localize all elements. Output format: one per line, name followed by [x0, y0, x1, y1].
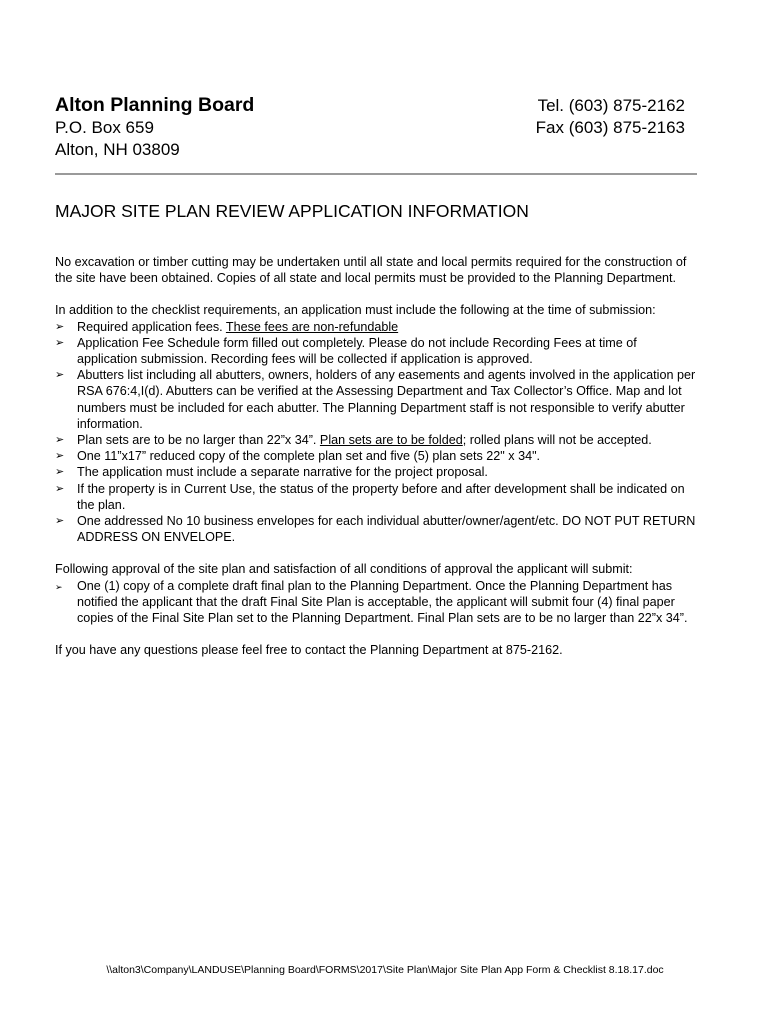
footer-file-path: \\alton3\Company\LANDUSE\Planning Board\FORMS\2017\Site Plan\Major Site Plan App Form & Checklist 8.18.17.doc — [106, 964, 664, 976]
header-address-block — [55, 94, 254, 161]
arrow-bullet-icon: ➢ — [55, 434, 65, 447]
fax: Fax (603) 875-2163 — [535, 118, 685, 137]
item-text: One addressed No 10 business envelopes for each individual abutter/owner/agent/etc. DO NOT PUT RETURN ADDRESS ON ENVELOPE. — [77, 514, 696, 545]
approval-intro: Following approval of the site plan and satisfaction of all conditions of approval the applicant will submit: — [55, 562, 633, 577]
arrow-bullet-icon: ➢ — [55, 450, 65, 463]
intro-paragraph: No excavation or timber cutting may be undertaken until all state and local permits required for the construction of the site have been obtained. Copies of all state and local permits must be provided to the Planning Department. — [55, 255, 687, 286]
approval-list — [55, 578, 700, 627]
contact-line: If you have any questions please feel free to contact the Planning Department at 875-2162. — [55, 643, 563, 658]
list-item — [55, 319, 700, 335]
po-box: P.O. Box 659 — [55, 118, 154, 137]
page-title: MAJOR SITE PLAN REVIEW APPLICATION INFORMATION — [55, 201, 529, 221]
item-underlined-text: Plan sets are to be folded — [319, 433, 463, 448]
checklist-intro: In addition to the checklist requirements, an application must include the following at the time of submission: — [55, 303, 656, 318]
item-text: Required application fees. — [77, 319, 226, 334]
checklist — [55, 319, 700, 546]
list-item — [55, 464, 700, 480]
arrow-bullet-icon: ➢ — [55, 336, 65, 349]
item-text: Plan sets are to be no larger than 22”x 34”. — [77, 433, 320, 448]
list-item — [55, 367, 700, 432]
item-text: Application Fee Schedule form filled out completely. Please do not include Recording Fees at time of application submission. Recording fees will be collected if application is approved. — [77, 335, 637, 367]
list-item — [55, 513, 700, 545]
arrow-bullet-icon: ➢ — [55, 482, 65, 495]
item-text-after: ; rolled plans will not be accepted. — [462, 433, 652, 448]
arrow-bullet-icon: ➢ — [55, 515, 65, 528]
item-text: One (1) copy of a complete draft final plan to the Planning Department. Once the Planning Department has notified the applicant that the draft Final Site Plan is acceptable, the applicant will submit four (4) final paper copies of the Final Site Plan set to the Planning Department. Final Plan sets are to be no larger than 22”x 34”. — [77, 578, 688, 626]
arrow-bullet-icon: ➢ — [55, 466, 65, 479]
header-divider — [55, 173, 697, 175]
list-item — [55, 448, 700, 464]
header-contact-block — [536, 94, 685, 139]
list-item — [55, 481, 700, 513]
item-text: The application must include a separate narrative for the project proposal. — [77, 465, 488, 480]
item-text: If the property is in Current Use, the status of the property before and after development shall be indicated on the plan. — [77, 481, 685, 512]
list-item — [55, 432, 700, 448]
item-text: One 11”x17” reduced copy of the complete plan set and five (5) plan sets 22" x 34". — [77, 449, 541, 464]
item-underlined-text: These fees are non-refundable — [225, 319, 399, 334]
arrow-bullet-icon: ➢ — [55, 320, 65, 333]
list-item — [55, 335, 700, 367]
city-state-zip: Alton, NH 03809 — [55, 140, 180, 159]
document-body — [55, 254, 700, 674]
item-text: Abutters list including all abutters, owners, holders of any easements and agents involved in the application per RSA 676:4,I(d). Abutters can be verified at the Assessing Department and Tax Collector’s Office. Map and lot numbers must be included for each abutter. The Planning Department staff is not responsible to verify abutter information. — [77, 368, 696, 431]
list-item — [55, 578, 700, 627]
org-name: Alton Planning Board — [55, 94, 255, 116]
arrow-bullet-icon: ➢ — [55, 369, 65, 382]
telephone: Tel. (603) 875-2162 — [537, 96, 685, 115]
arrow-bullet-icon: ➢ — [55, 581, 63, 592]
